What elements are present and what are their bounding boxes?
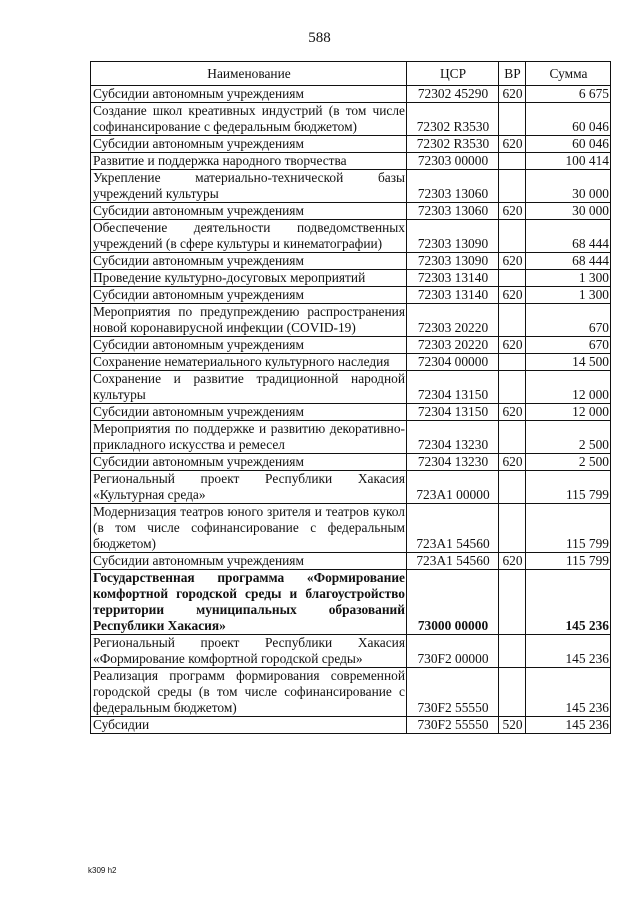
cell-csr: 723A1 54560: [407, 504, 499, 553]
cell-csr: 72303 13060: [407, 203, 499, 220]
cell-name: Субсидии автономным учреждениям: [91, 86, 407, 103]
cell-name: Обеспечение деятельности подведомственных учреждений (в сфере культуры и кинематографии): [91, 220, 407, 253]
cell-sum: 115 799: [526, 471, 611, 504]
cell-name: Субсидии автономным учреждениям: [91, 454, 407, 471]
cell-name: Субсидии автономным учреждениям: [91, 553, 407, 570]
cell-vr: 620: [499, 136, 526, 153]
cell-vr: 520: [499, 717, 526, 734]
table-row: [91, 337, 611, 354]
cell-csr: 730F2 00000: [407, 635, 499, 668]
cell-sum: 1 300: [526, 270, 611, 287]
cell-name: Создание школ креативных индустрий (в том числе софинансирование с федеральным бюджетом): [91, 103, 407, 136]
table-row: [91, 570, 611, 635]
cell-sum: 100 414: [526, 153, 611, 170]
cell-sum: 12 000: [526, 371, 611, 404]
table-row: [91, 103, 611, 136]
cell-vr: [499, 635, 526, 668]
cell-csr: 72304 13150: [407, 404, 499, 421]
table-row: [91, 270, 611, 287]
table-row: [91, 136, 611, 153]
cell-vr: [499, 570, 526, 635]
cell-sum: 2 500: [526, 454, 611, 471]
cell-name: Проведение культурно-досуговых мероприятий: [91, 270, 407, 287]
table-row: [91, 287, 611, 304]
cell-vr: 620: [499, 86, 526, 103]
cell-name: Государственная программа «Формирование комфортной городской среды и благоустройство территории муниципальных образований Республики Хакасия»: [91, 570, 407, 635]
table-row: [91, 404, 611, 421]
cell-csr: 72303 20220: [407, 304, 499, 337]
cell-name: Региональный проект Республики Хакасия «Культурная среда»: [91, 471, 407, 504]
cell-name: Мероприятия по предупреждению распространения новой коронавирусной инфекции (COVID-19): [91, 304, 407, 337]
cell-vr: [499, 471, 526, 504]
cell-vr: [499, 103, 526, 136]
table-row: [91, 170, 611, 203]
cell-name: Укрепление материально-технической базы учреждений культуры: [91, 170, 407, 203]
cell-csr: 72302 R3530: [407, 136, 499, 153]
table-row: [91, 668, 611, 717]
cell-csr: 72303 13140: [407, 270, 499, 287]
cell-vr: 620: [499, 454, 526, 471]
cell-vr: [499, 421, 526, 454]
cell-name: Субсидии автономным учреждениям: [91, 337, 407, 354]
cell-csr: 72302 R3530: [407, 103, 499, 136]
cell-sum: 60 046: [526, 136, 611, 153]
table-row: [91, 635, 611, 668]
table-row: [91, 371, 611, 404]
cell-csr: 72302 45290: [407, 86, 499, 103]
cell-vr: [499, 354, 526, 371]
cell-csr: 73000 00000: [407, 570, 499, 635]
cell-sum: 145 236: [526, 668, 611, 717]
cell-csr: 730F2 55550: [407, 668, 499, 717]
cell-sum: 30 000: [526, 170, 611, 203]
cell-name: Реализация программ формирования современной городской среды (в том числе софинансирование с федеральным бюджетом): [91, 668, 407, 717]
cell-name: Субсидии автономным учреждениям: [91, 136, 407, 153]
cell-vr: [499, 170, 526, 203]
cell-name: Сохранение нематериального культурного наследия: [91, 354, 407, 371]
cell-vr: [499, 153, 526, 170]
cell-vr: [499, 668, 526, 717]
cell-vr: 620: [499, 337, 526, 354]
cell-csr: 723A1 00000: [407, 471, 499, 504]
cell-csr: 72303 13090: [407, 220, 499, 253]
budget-table: [90, 61, 611, 734]
table-row: [91, 253, 611, 270]
cell-vr: 620: [499, 253, 526, 270]
cell-vr: 620: [499, 553, 526, 570]
cell-sum: 145 236: [526, 717, 611, 734]
table-header-row: [91, 62, 611, 86]
cell-sum: 1 300: [526, 287, 611, 304]
table-row: [91, 421, 611, 454]
table-row: [91, 553, 611, 570]
cell-sum: 6 675: [526, 86, 611, 103]
cell-name: Региональный проект Республики Хакасия «Формирование комфортной городской среды»: [91, 635, 407, 668]
cell-name: Субсидии автономным учреждениям: [91, 203, 407, 220]
table-row: [91, 153, 611, 170]
page-number: 588: [308, 30, 331, 46]
cell-vr: [499, 504, 526, 553]
cell-name: Развитие и поддержка народного творчества: [91, 153, 407, 170]
table-row: [91, 471, 611, 504]
cell-name: Субсидии автономным учреждениям: [91, 253, 407, 270]
cell-name: Мероприятия по поддержке и развитию декоративно-прикладного искусства и ремесел: [91, 421, 407, 454]
cell-name: Субсидии автономным учреждениям: [91, 404, 407, 421]
cell-sum: 60 046: [526, 103, 611, 136]
table-row: [91, 354, 611, 371]
cell-csr: 730F2 55550: [407, 717, 499, 734]
table-row: [91, 454, 611, 471]
header-name: Наименование: [91, 62, 407, 86]
table-row: [91, 203, 611, 220]
cell-vr: 620: [499, 404, 526, 421]
cell-csr: 72303 00000: [407, 153, 499, 170]
cell-name: Субсидии: [91, 717, 407, 734]
cell-name: Сохранение и развитие традиционной народной культуры: [91, 371, 407, 404]
cell-vr: [499, 270, 526, 287]
cell-vr: 620: [499, 287, 526, 304]
cell-sum: 12 000: [526, 404, 611, 421]
table-row: [91, 504, 611, 553]
header-vr: ВР: [499, 62, 526, 86]
table-row: [91, 220, 611, 253]
table-row: [91, 304, 611, 337]
cell-sum: 670: [526, 337, 611, 354]
cell-sum: 145 236: [526, 635, 611, 668]
cell-sum: 670: [526, 304, 611, 337]
cell-csr: 72303 13060: [407, 170, 499, 203]
table-row: [91, 86, 611, 103]
cell-sum: 14 500: [526, 354, 611, 371]
cell-csr: 72304 00000: [407, 354, 499, 371]
cell-csr: 72303 13140: [407, 287, 499, 304]
cell-sum: 115 799: [526, 504, 611, 553]
footer-code: k309 h2: [88, 866, 117, 875]
cell-name: Модернизация театров юного зрителя и театров кукол (в том числе софинансирование с федеральным бюджетом): [91, 504, 407, 553]
cell-sum: 115 799: [526, 553, 611, 570]
cell-csr: 72304 13230: [407, 421, 499, 454]
cell-vr: [499, 371, 526, 404]
cell-csr: 72303 13090: [407, 253, 499, 270]
cell-sum: 145 236: [526, 570, 611, 635]
cell-csr: 72303 20220: [407, 337, 499, 354]
cell-vr: [499, 304, 526, 337]
cell-vr: 620: [499, 203, 526, 220]
cell-csr: 72304 13150: [407, 371, 499, 404]
header-sum: Сумма: [526, 62, 611, 86]
cell-sum: 30 000: [526, 203, 611, 220]
table-row: [91, 717, 611, 734]
cell-vr: [499, 220, 526, 253]
cell-name: Субсидии автономным учреждениям: [91, 287, 407, 304]
cell-sum: 68 444: [526, 220, 611, 253]
cell-csr: 72304 13230: [407, 454, 499, 471]
header-csr: ЦСР: [407, 62, 499, 86]
cell-csr: 723A1 54560: [407, 553, 499, 570]
cell-sum: 2 500: [526, 421, 611, 454]
cell-sum: 68 444: [526, 253, 611, 270]
